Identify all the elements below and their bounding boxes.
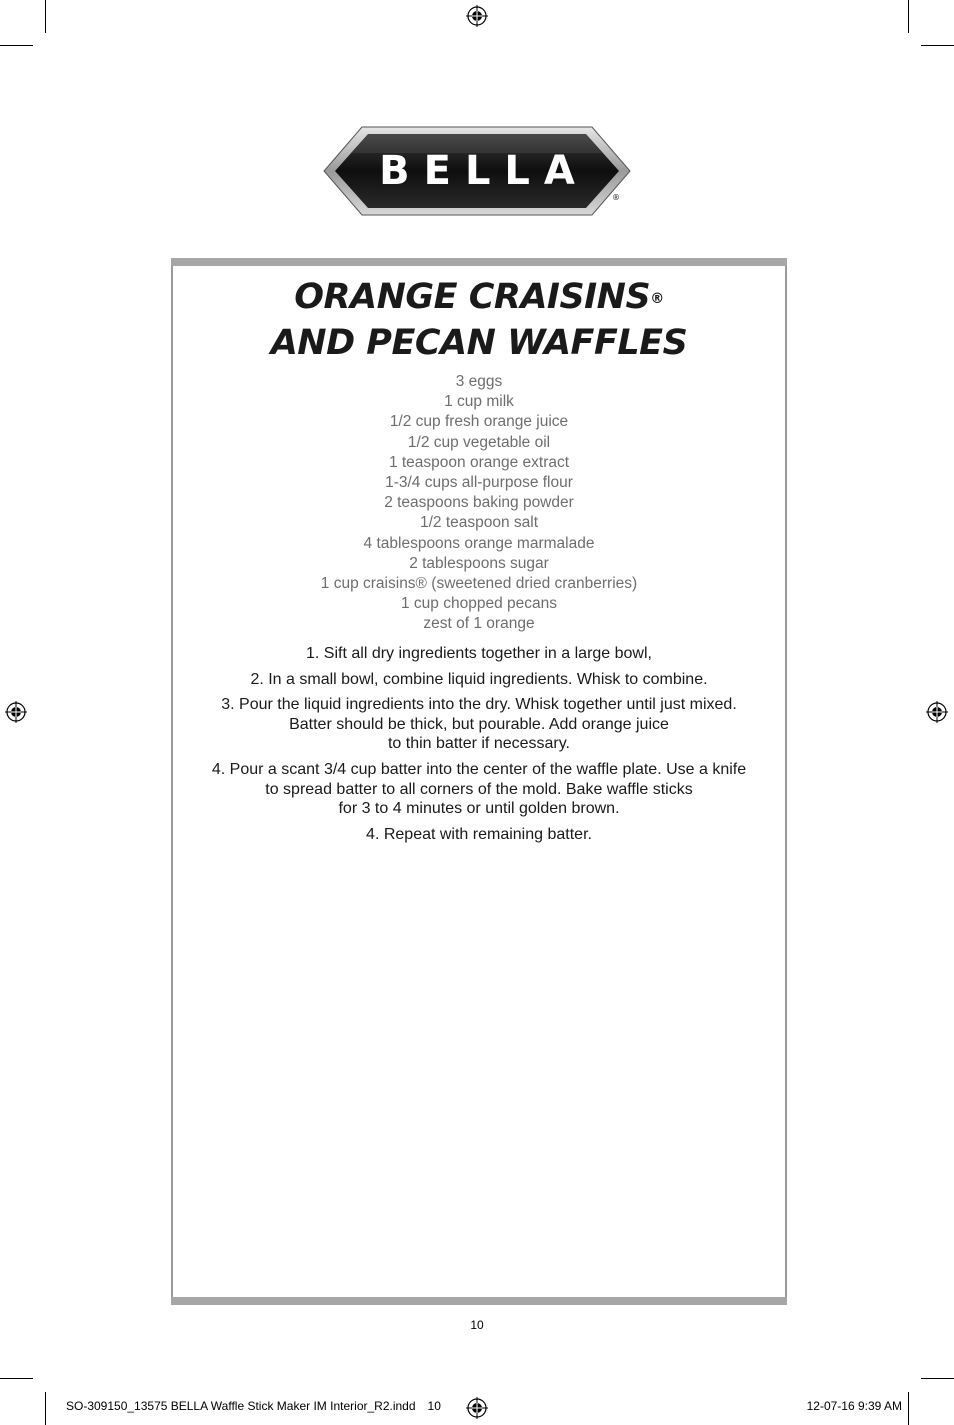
logo-text: BELLA — [379, 148, 589, 194]
recipe-card-top-bar — [171, 258, 787, 266]
ingredient-item: 1 cup craisins® (sweetened dried cranberries) — [320, 575, 638, 593]
recipe-title — [173, 274, 785, 366]
slug-page-number: 10 — [427, 1399, 441, 1413]
ingredient-item: 1 cup milk — [444, 393, 514, 411]
instruction-step: 4. Repeat with remaining batter. — [366, 825, 592, 843]
instruction-step: 2. In a small bowl, combine liquid ingredients. Whisk to combine. — [250, 670, 708, 688]
ingredient-item: 1/2 cup fresh orange juice — [389, 413, 569, 431]
instructions — [173, 644, 785, 850]
ingredient-item: 1/2 teaspoon salt — [419, 514, 539, 532]
recipe-title-line1: ORANGE CRAISINS — [294, 277, 651, 317]
ingredient-item: 1 teaspoon orange extract — [388, 453, 570, 471]
recipe-title-line2: AND PECAN WAFFLES — [270, 323, 688, 363]
slug-file-info — [66, 1399, 441, 1413]
ingredients-list — [173, 372, 785, 635]
instruction-step: 3. Pour the liquid ingredients into the dry. Whisk together until just mixed. Batter should be thick, but pourable. Add orange juice to thin batter if necessary. — [221, 696, 737, 753]
ingredient-item: zest of 1 orange — [423, 615, 535, 633]
slug-date-time: 12-07-16 9:39 AM — [806, 1399, 902, 1413]
brand-logo — [322, 123, 632, 219]
ingredient-item: 1 cup chopped pecans — [401, 595, 557, 613]
ingredient-item: 2 teaspoons baking powder — [384, 494, 574, 512]
recipe-title-registered-mark: ® — [650, 291, 664, 307]
registration-mark-right-icon — [926, 701, 948, 723]
crop-mark-top-left-vertical — [45, 0, 46, 33]
crop-mark-bottom-right-horizontal — [921, 1378, 954, 1379]
crop-mark-top-left-horizontal — [0, 45, 33, 46]
crop-mark-bottom-left-vertical — [45, 1392, 46, 1425]
ingredient-item: 3 eggs — [455, 373, 503, 390]
ingredient-item: 2 tablespoons sugar — [409, 554, 549, 572]
registration-mark-left-icon — [5, 701, 27, 723]
registration-mark-bottom-icon — [466, 1397, 488, 1419]
page-number: 10 — [470, 1318, 484, 1332]
crop-mark-bottom-left-horizontal — [0, 1378, 33, 1379]
crop-mark-top-right-vertical — [908, 0, 909, 33]
logo-registered-mark: ® — [612, 193, 620, 202]
ingredient-item: 1-3/4 cups all-purpose flour — [385, 474, 573, 492]
recipe-card-bottom-bar — [171, 1297, 787, 1305]
instruction-step: 4. Pour a scant 3/4 cup batter into the center of the waffle plate. Use a knife to spread batter to all corners of the mold. Bake waffle sticks for 3 to 4 minutes or until golden brown. — [211, 760, 747, 818]
recipe-card — [171, 258, 787, 1305]
registration-mark-top-icon — [466, 5, 488, 27]
instruction-step: 1. Sift all dry ingredients together in a large bowl, — [306, 645, 652, 662]
ingredient-item: 1/2 cup vegetable oil — [407, 433, 551, 451]
crop-mark-bottom-right-vertical — [908, 1392, 909, 1425]
crop-mark-top-right-horizontal — [921, 45, 954, 46]
slug-filename: SO-309150_13575 BELLA Waffle Stick Maker IM Interior_R2.indd — [66, 1399, 416, 1413]
ingredient-item: 4 tablespoons orange marmalade — [363, 534, 595, 552]
